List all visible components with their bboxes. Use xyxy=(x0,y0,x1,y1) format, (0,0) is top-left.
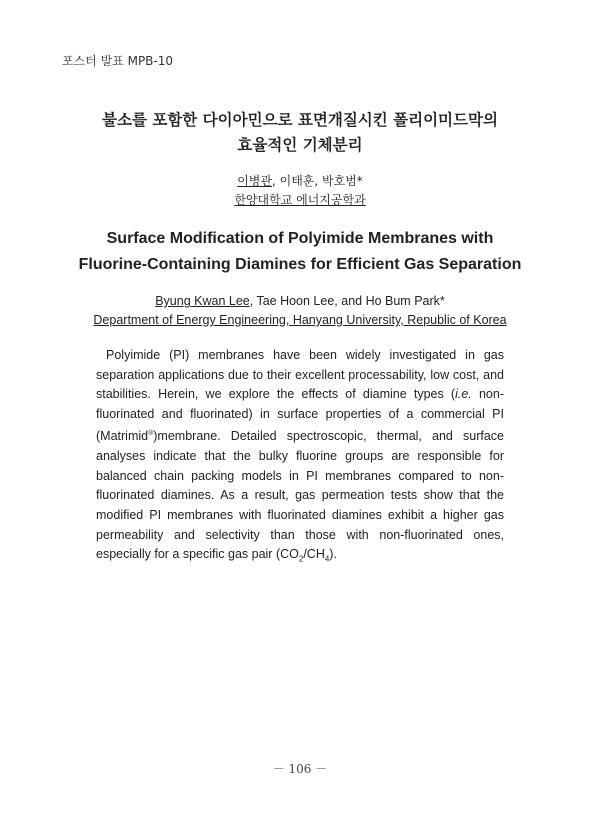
registered-mark: ® xyxy=(148,430,154,438)
korean-affiliation: 한양대학교 에너지공학과 xyxy=(234,193,366,207)
korean-authors xyxy=(60,172,540,191)
english-title-line-2: Fluorine-Containing Diamines for Efficient Gas Separation xyxy=(78,256,522,273)
korean-title-line-1: 불소를 포함한 다이아민으로 표면개질시킨 폴리이미드막의 xyxy=(102,111,498,129)
korean-title xyxy=(60,108,540,158)
abstract-ie: i.e. xyxy=(455,387,472,402)
english-author-block xyxy=(40,292,560,330)
english-presenting-author: Byung Kwan Lee xyxy=(155,294,250,308)
korean-author-block xyxy=(60,172,540,210)
english-coauthors: , Tae Hoon Lee, and Ho Bum Park* xyxy=(249,294,445,308)
korean-presenting-author: 이병관 xyxy=(237,174,272,188)
korean-title-line-2: 효율적인 기체분리 xyxy=(237,136,363,154)
english-affiliation: Department of Energy Engineering, Hanyang University, Republic of Korea xyxy=(93,313,507,327)
english-title xyxy=(40,226,560,278)
korean-coauthors: , 이태훈, 박호범* xyxy=(271,174,363,188)
session-tag: 포스터 발표 MPB-10 xyxy=(62,54,174,68)
english-authors xyxy=(40,292,560,311)
english-title-line-1: Surface Modification of Polyimide Membranes with xyxy=(106,230,494,247)
abstract-paragraph: Polyimide (PI) membranes have been widely investigated in gas separation applications due to their excellent processability, low cost, and stabilities. Herein, we explore the effects of diamine types (i.e. non-fluorinated and fluorinated) in surface properties of a commercial PI (Matrimid®)membrane. Detailed spectroscopic, thermal, and surface analyses indicate that the bulky fluorine groups are responsible for balanced chain packing models in PI membranes compared to non-fluorinated diamines. As a result, gas permeation tests show that the modified PI membranes with fluorinated diamines exhibit a higher gas permeability and selectivity than those with non-fluorinated ones, especially for a specific gas pair $(CO_2/CH_4)$. xyxy=(96,348,504,564)
page-number: － 106 － xyxy=(272,762,328,776)
